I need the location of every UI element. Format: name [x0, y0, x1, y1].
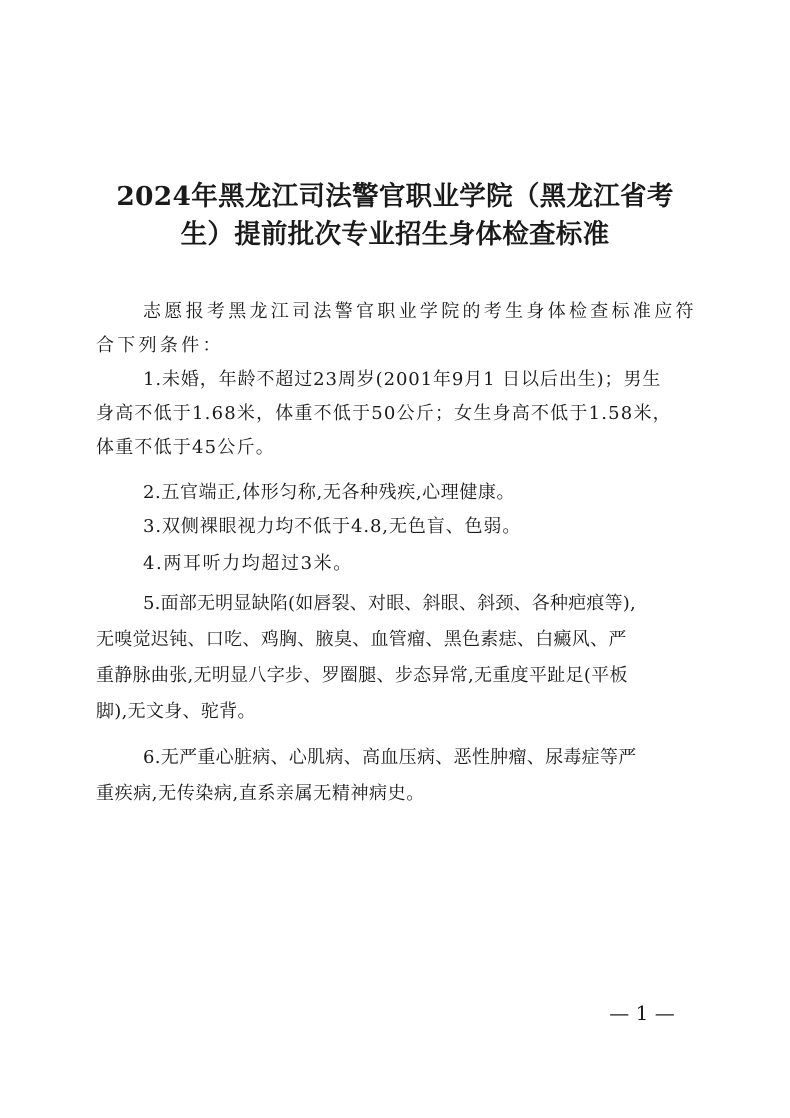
page-number: — 1 —	[609, 1001, 675, 1025]
intro-line-2: 合下列条件：	[96, 335, 224, 356]
item-2-appearance	[96, 476, 696, 510]
item-5-line-3: 重静脉曲张,无明显八字步、罗圈腿、步态异常,无重度平趾足(平板	[96, 665, 628, 686]
item-6-line-2: 重疾病,无传染病,直系亲属无精神病史。	[96, 783, 425, 804]
item-6-diseases	[96, 740, 696, 812]
item-5-line-4: 脚),无文身、驼背。	[96, 701, 256, 722]
item-1-line-3: 体重不低于45公斤。	[96, 437, 275, 458]
item-4-line-1: 4.两耳听力均超过3米。	[143, 553, 353, 574]
title-line-2: 生）提前批次专业招生身体检查标准	[180, 219, 610, 250]
intro-paragraph	[96, 295, 696, 363]
item-4-hearing	[96, 547, 696, 581]
intro-line-1: 志愿报考黑龙江司法警官职业学院的考生身体检查标准应符	[143, 301, 697, 322]
item-3-vision	[96, 510, 696, 544]
item-2-line-1: 2.五官端正,体形匀称,无各种残疾,心理健康。	[143, 482, 516, 503]
item-5-line-1: 5.面部无明显缺陷(如唇裂、对眼、斜眼、斜颈、各种疤痕等),	[143, 593, 636, 614]
item-3-line-1: 3.双侧裸眼视力均不低于4.8,无色盲、色弱。	[143, 516, 522, 537]
item-6-line-1: 6.无严重心脏病、心肌病、高血压病、恶性肿瘤、尿毒症等严	[143, 747, 637, 768]
item-5-line-2: 无嗅觉迟钝、口吃、鸡胸、腋臭、血管瘤、黑色素痣、白癜风、严	[96, 629, 627, 650]
item-1-line-1: 1.未婚，年龄不超过23周岁(2001年9月1 日以后出生)；男生	[143, 369, 662, 390]
document-title	[95, 178, 695, 254]
item-1-age-height-weight	[96, 363, 696, 465]
item-1-line-2: 身高不低于1.68米，体重不低于50公斤；女生身高不低于1.58米，	[96, 403, 672, 424]
title-line-1: 2024年黑龙江司法警官职业学院（黑龙江省考	[116, 181, 674, 212]
item-5-physical-defects	[96, 586, 696, 730]
